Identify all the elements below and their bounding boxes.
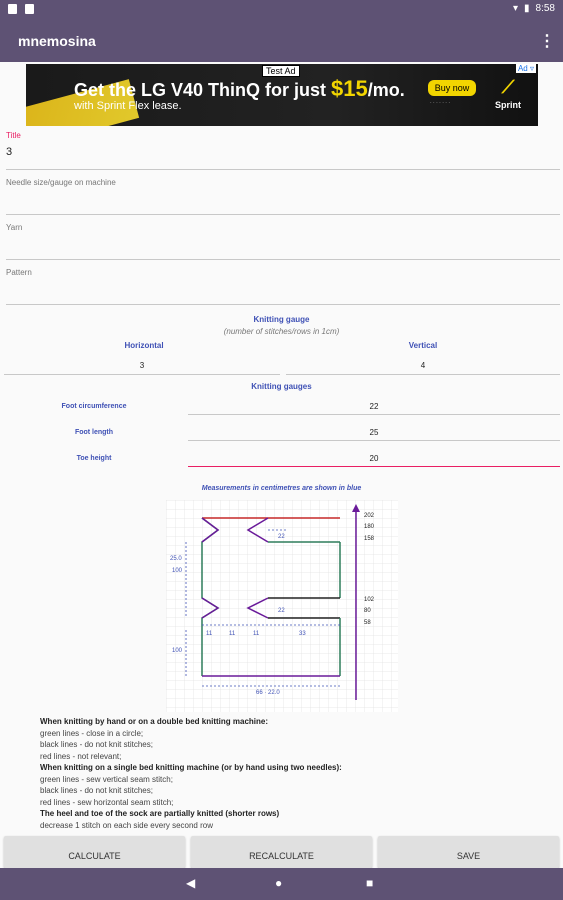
vertical-input[interactable]: 4 [420, 361, 426, 370]
stitch-label: 11 [229, 631, 236, 637]
ad-headline-text: Get the LG V40 ThinQ for just [74, 80, 327, 100]
note-line: green lines - sew vertical seam stitch; [40, 774, 173, 784]
navigation-bar [0, 868, 563, 900]
note-line: black lines - do not knit stitches; [40, 740, 153, 749]
stitch-label: 33 [299, 631, 306, 637]
diagram-grid [166, 500, 398, 712]
needle-underline [6, 214, 560, 215]
stitch-label: 11 [206, 631, 213, 637]
test-ad-label: Test Ad [262, 65, 300, 77]
ad-fineprint: · · · · · · · [430, 100, 450, 106]
status-bar [0, 0, 563, 20]
buy-now-button[interactable]: Buy now [428, 80, 476, 96]
title-underline [6, 169, 560, 170]
needle-field[interactable] [6, 178, 560, 218]
note-line: red lines - sew horizontal seam stitch; [40, 797, 174, 807]
title-label: Title [6, 131, 21, 140]
title-input[interactable]: 3 [6, 146, 13, 158]
app-bar [0, 20, 563, 62]
ad-price-suffix: /mo. [367, 80, 405, 100]
sprint-logo-icon: ⟋ [501, 77, 515, 97]
app-title: mnemosina [18, 33, 96, 49]
ad-headline [74, 76, 405, 102]
wifi-icon: ▾ [512, 3, 519, 14]
foot-length-input[interactable]: 25 [369, 428, 379, 437]
ad-price: $15 [331, 76, 368, 101]
pattern-field[interactable] [6, 268, 560, 308]
home-icon[interactable]: ● [275, 876, 283, 890]
status-right [513, 3, 555, 14]
note-line: red lines - not relevant; [40, 751, 122, 761]
right-label: 202 [364, 513, 375, 519]
right-label: 180 [364, 524, 375, 530]
sock-diagram-svg [166, 500, 398, 712]
back-icon[interactable]: ◀ [186, 876, 196, 890]
foot-circumference-input[interactable]: 22 [369, 402, 379, 411]
pattern-underline [6, 304, 560, 305]
battery-icon: ▮ [524, 3, 530, 14]
left-label: 100 [172, 648, 183, 654]
mid-measure-label: 22 [278, 608, 285, 614]
stitch-label: 11 [253, 631, 260, 637]
left-label: 25.0 [170, 556, 182, 562]
ad-subline: with Sprint Flex lease. [74, 100, 182, 112]
horizontal-underline [4, 374, 280, 375]
note-line: When knitting on a single bed knitting machine (or by hand using two needles): [40, 763, 342, 772]
sock-pattern-diagram [166, 500, 398, 712]
knitting-gauge-heading: Knitting gauge [253, 315, 310, 324]
needle-label: Needle size/gauge on machine [6, 178, 116, 187]
calculate-button[interactable]: CALCULATE [4, 836, 185, 868]
knitting-notes [40, 716, 540, 831]
vertical-label: Vertical [408, 341, 438, 350]
right-label: 102 [364, 597, 375, 603]
yarn-label: Yarn [6, 223, 23, 232]
foot-circumference-label: Foot circumference [61, 403, 127, 410]
notification-icons [8, 4, 34, 14]
recalculate-button[interactable]: RECALCULATE [191, 836, 372, 868]
right-label: 158 [364, 536, 375, 542]
right-label: 58 [364, 620, 371, 626]
pattern-label: Pattern [6, 268, 32, 277]
toe-height-input[interactable]: 20 [369, 454, 379, 463]
left-label: 100 [172, 568, 183, 574]
note-line: black lines - do not knit stitches; [40, 786, 153, 795]
foot-circumference-underline [188, 414, 560, 415]
toe-height-underline [188, 466, 560, 467]
right-label: 80 [364, 608, 371, 614]
toe-height-label: Toe height [76, 455, 112, 462]
note-line: decrease 1 stitch on each side every second row [40, 820, 213, 830]
notification-icon [25, 4, 34, 14]
knitting-gauge-subtitle: (number of stitches/rows in 1cm) [223, 327, 340, 336]
ad-banner[interactable] [26, 64, 538, 126]
clock: 8:58 [535, 3, 555, 14]
yarn-field[interactable] [6, 223, 560, 263]
measurements-note: Measurements in centimetres are shown in blue [201, 485, 362, 492]
bottom-measure-label: 66 · 22.0 [256, 690, 280, 696]
note-line: The heel and toe of the sock are partially knitted (shorter rows) [40, 809, 280, 818]
note-line: When knitting by hand or on a double bed knitting machine: [40, 717, 268, 726]
title-field[interactable] [6, 131, 560, 171]
foot-length-label: Foot length [74, 429, 114, 436]
knitting-gauges-heading: Knitting gauges [251, 382, 312, 391]
horizontal-label: Horizontal [124, 341, 164, 350]
brand-name: Sprint [495, 100, 521, 110]
notification-icon [8, 4, 17, 14]
recents-icon[interactable]: ■ [366, 876, 374, 890]
sprint-logo [488, 74, 528, 118]
note-line: green lines - close in a circle; [40, 728, 144, 738]
adchoices-icon[interactable]: Ad ▿ [517, 64, 534, 73]
yarn-underline [6, 259, 560, 260]
foot-length-underline [188, 440, 560, 441]
horizontal-input[interactable]: 3 [139, 361, 145, 370]
action-bar [0, 836, 563, 868]
save-button[interactable]: SAVE [378, 836, 559, 868]
overflow-menu-icon[interactable]: ⋮ [539, 33, 555, 50]
top-measure-label: 22 [278, 534, 285, 540]
vertical-underline [286, 374, 560, 375]
